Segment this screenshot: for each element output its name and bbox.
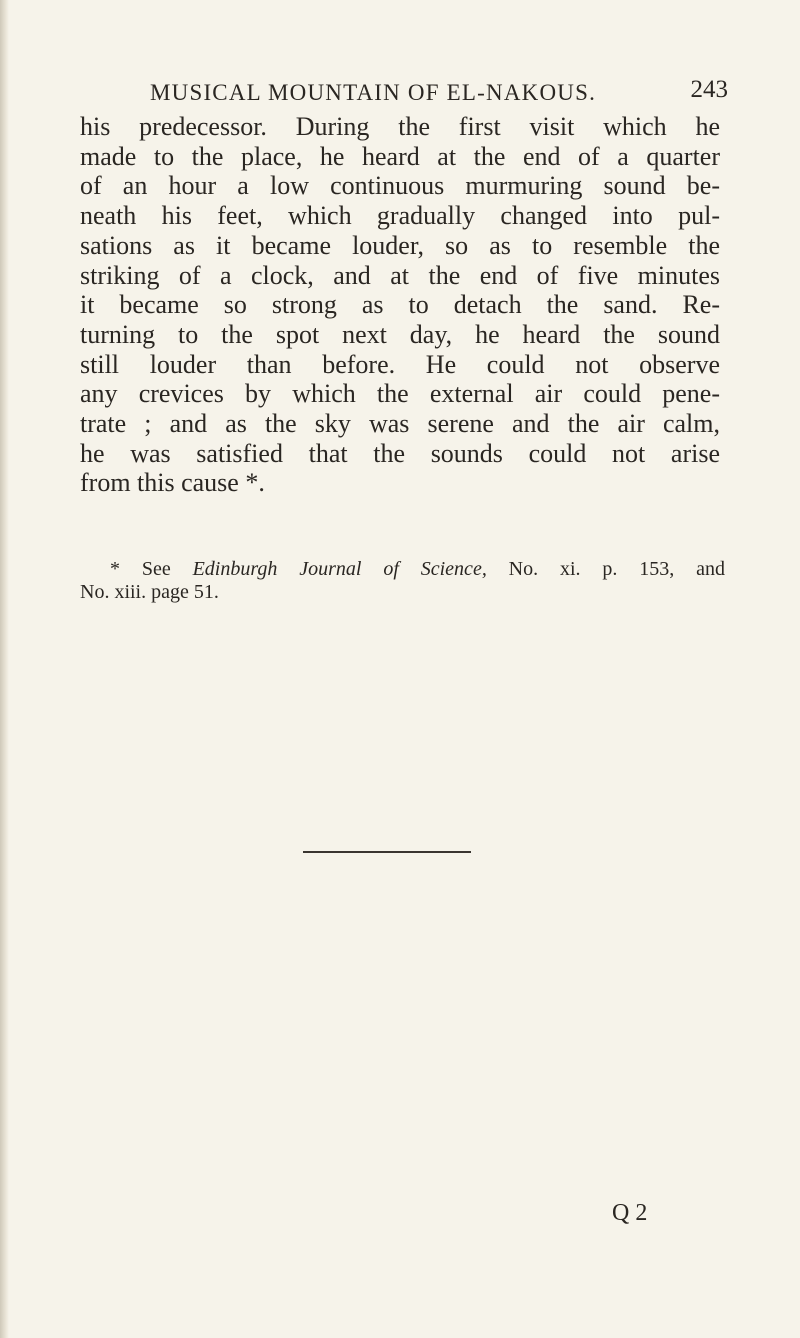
- body-line: of an hour a low continuous murmuring sound be-: [80, 171, 720, 201]
- body-paragraph: [80, 112, 720, 498]
- journal-title: Edinburgh Journal of Science,: [192, 558, 487, 580]
- footnote-reference: No. xi. p. 153, and: [486, 558, 725, 580]
- body-line: he was satisfied that the sounds could not arise: [80, 438, 720, 468]
- body-line: it became so strong as to detach the sand. Re-: [80, 290, 720, 320]
- body-line: his predecessor. During the first visit which he: [80, 112, 720, 141]
- signature-mark: Q 2: [612, 1200, 648, 1226]
- footnote-prefix: * See: [110, 558, 193, 580]
- page-number: 243: [690, 76, 728, 103]
- body-line: striking of a clock, and at the end of five minutes: [80, 260, 720, 290]
- footnote-line: No. xiii. page 51.: [80, 580, 219, 603]
- section-divider-rule: [303, 851, 471, 853]
- body-line: still louder than before. He could not observe: [80, 349, 720, 379]
- running-title: MUSICAL MOUNTAIN OF EL-NAKOUS.: [150, 80, 597, 105]
- body-line: from this cause *.: [80, 468, 265, 498]
- footnote: [80, 558, 725, 603]
- body-line: neath his feet, which gradually changed into pul-: [80, 201, 720, 231]
- body-line: any crevices by which the external air could pene-: [80, 379, 720, 409]
- body-line: turning to the spot next day, he heard the sound: [80, 319, 720, 349]
- body-line: made to the place, he heard at the end of a quarter: [80, 141, 720, 171]
- body-line: trate ; and as the sky was serene and the air calm,: [80, 409, 720, 439]
- body-line: sations as it became louder, so as to resemble the: [80, 230, 720, 260]
- footnote-line: [80, 558, 725, 581]
